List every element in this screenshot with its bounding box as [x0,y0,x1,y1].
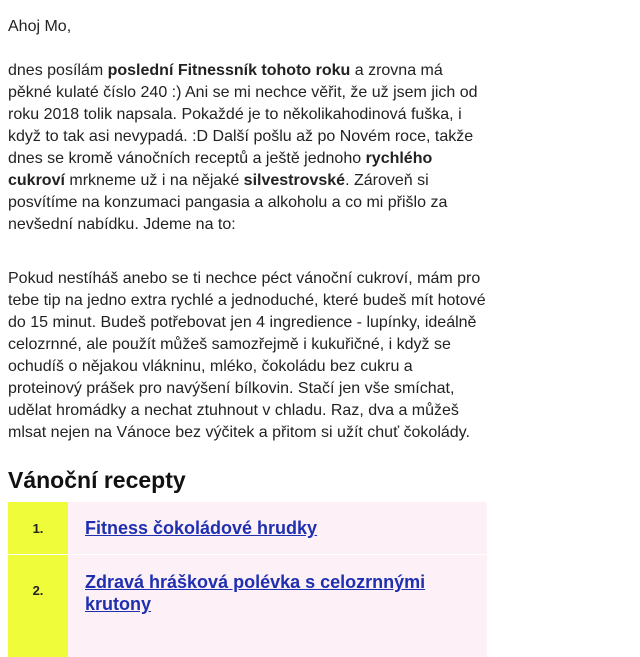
intro-text-3: mrkneme už i na nějaké [64,172,244,189]
intro-text-1: dnes posílám [8,62,108,79]
intro-paragraph [8,60,488,236]
recipe-link[interactable]: Zdravá hrášková polévka s celozrnnými krutony [85,572,426,614]
recipe-cell [68,502,487,554]
recipe-number: 2. [8,554,68,657]
recipe-cell [68,554,487,657]
recipe-row [8,554,487,657]
intro-bold-3: silvestrovské [243,172,346,189]
intro-bold-1: poslední Fitnessník tohoto roku [107,62,351,79]
intro-text-4: . Zároveň si posvítíme na konzumaci pangasia a alkoholu a co mi přišlo za nevšední nabídku. Jdeme na to: [8,172,448,233]
recipe-list [8,502,487,657]
recipe-link[interactable]: Fitness čokoládové hrudky [85,518,318,538]
recipe-number: 1. [8,502,68,554]
intro-bold-2: rychlého cukroví [8,150,433,189]
recipe-row [8,502,487,554]
tip-paragraph: Pokud nestíháš anebo se ti nechce péct vánoční cukroví, mám pro tebe tip na jedno extra rychlé a jednoduché, které budeš mít hotové do 15 minut. Budeš potřebovat jen 4 ingredience - lupínky, ideálně celozrnné, ale použít můžeš samozřejmě i kukuřičné, i když se ochudíš o nějakou vlákninu, mléko, čokoládu bez cukru a proteinový prášek pro navýšení bílkovin. Stačí jen vše smíchat, udělat hromádky a nechat ztuhnout v chladu. Raz, dva a můžeš mlsat nejen na Vánoce bez výčitek a přitom si užít chuť čokolády. [8,270,486,441]
intro-text-2: a zrovna má pěkné kulaté číslo 240 :) Ani se mi nechce věřit, že už jsem jich od roku 2018 tolik napsala. Pokaždé je to několikahodinová fuška, i když to tak asi nevypadá. :D Další pošlu až po Novém roce, takže dnes se kromě vánočních receptů a ještě jednoho [8,62,478,167]
section-heading: Vánoční recepty [8,467,186,493]
greeting: Ahoj Mo, [8,18,72,35]
